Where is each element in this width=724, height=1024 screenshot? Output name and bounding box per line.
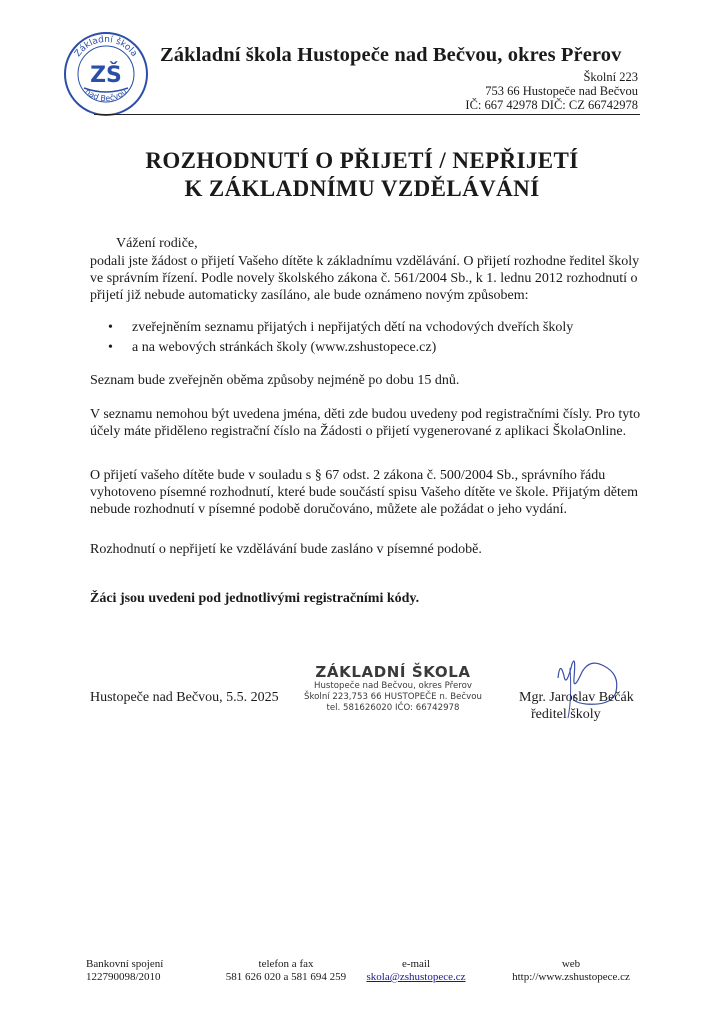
bank-account: 122790098/2010 [86, 971, 161, 983]
address-ids: IČ: 667 42978 DIČ: CZ 66742978 [465, 98, 638, 112]
school-logo [62, 30, 150, 118]
email-label: e-mail [401, 958, 431, 970]
phone-numbers: 581 626 020 a 581 694 259 [225, 971, 347, 983]
footer-phone [216, 958, 356, 984]
svg-text:Základní škola [73, 35, 139, 59]
web-link[interactable]: http://www.zshustopece.cz [512, 971, 630, 983]
document-title-line2: K ZÁKLADNÍMU VZDĚLÁVÁNÍ [184, 176, 540, 201]
list-item: • zveřejněním seznamu přijatých i nepřijatých dětí na vchodových dveřích školy [108, 318, 573, 338]
bullet-icon: • [108, 320, 113, 335]
header-divider [94, 114, 640, 115]
paragraph-decision: O přijetí vašeho dítěte bude v souladu s § 67 odst. 2 zákona č. 500/2004 Sb., správního řádu vyhotoveno písemné rozhodnutí, které bude součástí spisu Vašeho dítěte ve škole. Přijatým dětem nebude rozhodnutí v písemné podobě doručováno, můžete ale požádat o jeho vydání. [90, 468, 638, 517]
paragraph-registration: V seznamu nemohou být uvedena jména, děti zde budou uvedeny pod registračními čísly. Pro tyto účely máte přiděleno registrační číslo na Žádosti o přijetí vygenerované z aplikaci ŠkolaOnline. [90, 407, 641, 439]
footer-email [356, 958, 476, 984]
announcement-methods-list [108, 318, 573, 358]
address-street: Školní 223 [583, 70, 638, 84]
stamp-line: Školní 223,753 66 HUSTOPEČE n. Bečvou [304, 692, 482, 702]
document-title-line1: ROZHODNUTÍ O PŘIJETÍ / NEPŘIJETÍ [145, 148, 579, 173]
phone-label: telefon a fax [258, 958, 314, 970]
paragraph-duration: Seznam bude zveřejněn oběma způsoby nejméně po dobu 15 dnů. [90, 373, 460, 388]
logo-mark: ZŠ [90, 63, 122, 88]
list-item: • a na webových stránkách školy (www.zshustopece.cz) [108, 338, 573, 358]
footer-bank [86, 958, 163, 984]
signer-role: ředitel školy [531, 707, 601, 722]
stamp-line: tel. 581626020 IČO: 66742978 [326, 703, 460, 713]
place-and-date: Hustopeče nad Bečvou, 5.5. 2025 [90, 690, 279, 705]
school-stamp [304, 663, 482, 714]
paragraph-intro: podali jste žádost o přijetí Vašeho dítěte k základnímu vzdělávání. O přijetí rozhodne ředitel školy ve správním řízení. Podle novely školského zákona č. 561/2004 Sb., k 1. lednu 2012 rozhodnutí o přijetí již nebude automaticky zasíláno, ale bude oznámeno novým způsobem: [90, 254, 640, 303]
email-link[interactable]: skola@zshustopece.cz [366, 971, 466, 983]
bullet-icon: • [108, 340, 113, 355]
paragraph-rejection: Rozhodnutí o nepřijetí ke vzdělávání bude zasláno v písemné podobě. [90, 542, 482, 557]
footer-web [496, 958, 646, 984]
salutation: Vážení rodiče, [116, 236, 198, 251]
svg-text:nad Bečvou: nad Bečvou [83, 86, 129, 104]
address-city: 753 66 Hustopeče nad Bečvou [485, 84, 638, 98]
school-name: Základní škola Hustopeče nad Bečvou, okres Přerov [160, 44, 622, 66]
logo-ring-text: Základní škola [73, 34, 139, 59]
bank-label: Bankovní spojení [86, 958, 164, 970]
signer-name: Mgr. Jaroslav Bečák [519, 690, 634, 705]
web-label: web [561, 958, 581, 970]
stamp-line: Hustopeče nad Bečvou, okres Přerov [314, 681, 472, 691]
stamp-title: ZÁKLADNÍ ŠKOLA [315, 663, 471, 681]
paragraph-codes: Žáci jsou uvedeni pod jednotlivými registračními kódy. [90, 591, 420, 606]
